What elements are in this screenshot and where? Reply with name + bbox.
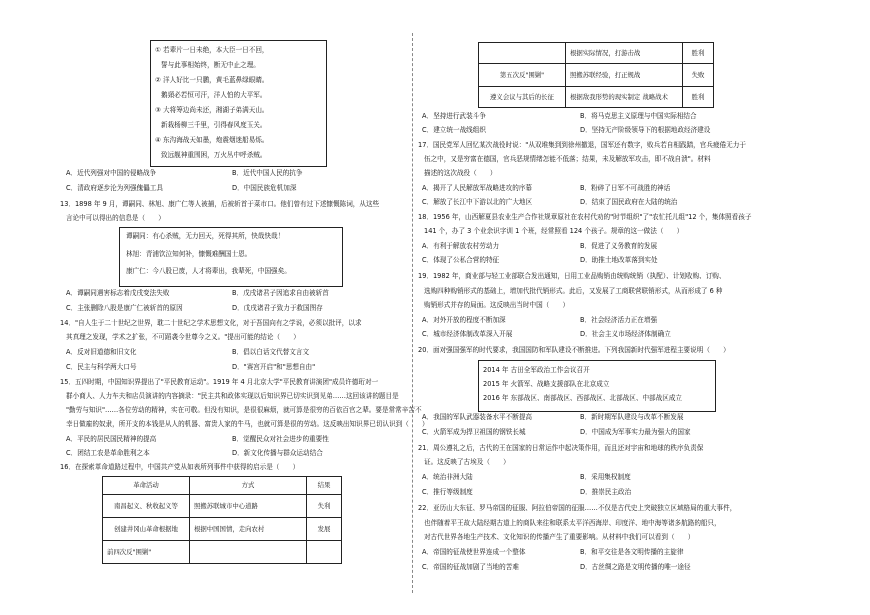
table-cell xyxy=(307,541,342,564)
table-cell: 南昌起义、秋收起义等 xyxy=(103,495,190,518)
q20-timeline-item: 2015 年 火箭军、战略支援部队在北京成立 xyxy=(483,380,610,388)
poem-line: ① 若辈片一日未绝，本大臣一日不回， xyxy=(155,46,269,54)
q20-option-a[interactable]: A．我国的军队武器装备水平不断提高 xyxy=(422,413,533,421)
q17-stem: 描述的这次战役（ ） xyxy=(424,169,497,177)
table-cell: 胜利 xyxy=(683,87,714,108)
table-header-cell: 方式 xyxy=(190,477,307,495)
q21-stem: 证。这反映了古埃及（ ） xyxy=(424,458,510,466)
table-row xyxy=(103,518,342,541)
table-row xyxy=(479,64,714,87)
q15-stem: 群小商人、人力车夫和店员演讲的内容摘录："民主共和政体实现以后知识界已切实识到见弟……这回该讲的题目是 xyxy=(66,392,399,400)
q16-option-d[interactable]: D．坚持无产阶级领导下的根据地政经济建设 xyxy=(580,126,711,134)
q21-option-a[interactable]: A．统治非洲大陆 xyxy=(422,473,473,481)
q20-option-b[interactable]: B．新时期军队建设与改革不断发展 xyxy=(580,413,684,421)
q16-stem: 16．在探索革命道路过程中，中国共产党从如表所列事件中获得的启示是（ ） xyxy=(60,463,300,471)
table-cell: 创建井冈山革命根据地 xyxy=(103,518,190,541)
q19-stem: 选购四种购销形式的基础上，增加代批代销形式。此后，又发展了工商联营联销形式，从而形成了 6 种 xyxy=(424,287,723,295)
q12-option-b[interactable]: B．近代中国人民的抗争 xyxy=(232,169,303,177)
poem-line: ② 洋人好比一只鹏，黄毛蓝鼻绿眼睛。 xyxy=(155,76,269,84)
table-cell: 根据中国国情，走向农村 xyxy=(190,518,307,541)
column-divider xyxy=(412,33,414,593)
q19-stem: 购销形式并存的局面。这反映出当时中国（ ） xyxy=(424,301,570,309)
q14-option-c[interactable]: C．民主与科学两大口号 xyxy=(66,363,137,371)
q19-stem: 19．1982 年，商业部与轻工业部联合发出通知，日用工业品购销由统购统销（执配）、计划收购、订购、 xyxy=(418,272,726,280)
q18-option-a[interactable]: A．有利于解放农村劳动力 xyxy=(422,242,500,250)
q15-stem: 幸日做雇的奴隶，所开支的本钱是从人的机器、富贵人家的牛马，也就可算是很的劳动。这反映出知识界已切认识到（ ） xyxy=(66,420,429,428)
q13-quote: 谭嗣同：有心杀贼，无力回天，死得其所，快哉快哉！ xyxy=(126,232,285,240)
q22-stem: 也伴随着平王故大陆经期古道上的商队来往和联系太平洋西海岸、印度洋、地中海等诸多航路的船只， xyxy=(424,519,721,527)
q16-option-a[interactable]: A．坚持进行武装斗争 xyxy=(422,112,486,120)
table-header-cell: 结果 xyxy=(307,477,342,495)
table-cell: 照搬苏联经验，打正规战 xyxy=(566,64,683,87)
table-cell: 第五次反"围剿" xyxy=(479,64,566,87)
q20-timeline-item: 2014 年 古田全军政治工作会议召开 xyxy=(483,366,590,374)
q18-stem: 141 个，办了 3 个业余识字训 1 个班，经常照看 124 个孩子。规章的这一做法（ ） xyxy=(424,227,684,235)
q13-stem: 言论中可以得出的信息是（ ） xyxy=(66,214,165,222)
q16-option-b[interactable]: B．将马克思主义原理与中国实际相结合 xyxy=(580,112,697,120)
q22-option-a[interactable]: A．帝国的征战使世界连成一个整体 xyxy=(422,548,526,556)
q15-option-b[interactable]: B．觉醒民众对社会进步的重要性 xyxy=(232,435,329,443)
q17-option-a[interactable]: A．揭开了人民解放军战略进攻的序幕 xyxy=(422,184,533,192)
table-cell: 根据实际情况，打游击战 xyxy=(566,43,683,64)
q15-option-d[interactable]: D．新文化传播与群众运动结合 xyxy=(232,449,323,457)
q15-stem: 15．五四时期，中国知识界提出了"平民教育运动"。1919 年 4 月北京大学"平民教育讲演团"成员许德珩对一 xyxy=(60,378,379,386)
table-row xyxy=(479,43,714,64)
table-row xyxy=(103,495,342,518)
table-cell: 发展 xyxy=(307,518,342,541)
q20-timeline-item: 2016 年 东部战区、南部战区、西部战区、北部战区、中部战区成立 xyxy=(483,394,683,402)
q13-option-c[interactable]: C．主张删除八股是康广仁被斩首的原因 xyxy=(66,304,183,312)
poem-box xyxy=(150,40,327,167)
poem-line: ③ 大将筹边尚未还，湘湖子弟满天山。 xyxy=(155,106,269,114)
table-cell xyxy=(479,43,566,64)
table-cell: 照搬苏联城市中心道路 xyxy=(190,495,307,518)
table-cell: 根据敌我形势的现实制定 战略战术 xyxy=(566,87,683,108)
q12-option-c[interactable]: C．清政府逐步沦为列强傀儡工具 xyxy=(66,184,163,192)
poem-line: 誓与此事相始终，断无中止之理。 xyxy=(161,61,260,69)
q22-option-b[interactable]: B．和平交往是各文明传播的主旋律 xyxy=(580,548,684,556)
q14-option-d[interactable]: D．"赛宫开启"和"思想自由" xyxy=(232,363,316,371)
table-header-cell: 革命活动 xyxy=(103,477,190,495)
q19-option-b[interactable]: B．社会经济活力正在增强 xyxy=(580,316,658,324)
q19-option-d[interactable]: D．社会主义市场经济体制确立 xyxy=(580,330,671,338)
q20-stem: 20．面对强国强军的时代要求，我国国防和军队建设不断推进。下列我国新时代强军进程主要说明（ ） xyxy=(418,346,730,354)
q13-option-b[interactable]: B．戊戌诸君子因追求自由被斩首 xyxy=(232,289,329,297)
q18-option-c[interactable]: C．体现了公私合营的特征 xyxy=(422,256,500,264)
table-cell: 胜利 xyxy=(683,43,714,64)
q13-quote: 林旭：青浦饮泣知何补，慷慨难酬国士恩。 xyxy=(126,250,252,258)
q14-option-a[interactable]: A．反对旧道德和旧文化 xyxy=(66,348,137,356)
q15-option-c[interactable]: C．团结工农是革命胜利之本 xyxy=(66,449,150,457)
q21-option-c[interactable]: C．推行等级制度 xyxy=(422,488,473,496)
q19-option-c[interactable]: C．城市经济体制改革深入开展 xyxy=(422,330,513,338)
table-cell xyxy=(190,541,307,564)
q13-option-d[interactable]: D．戊戌诸君子致力于救国图存 xyxy=(232,304,323,312)
table-row xyxy=(103,541,342,564)
q15-option-a[interactable]: A．平民的居民国民精神的提高 xyxy=(66,435,157,443)
q22-option-d[interactable]: D．古丝绸之路是文明传播的唯一途径 xyxy=(580,563,691,571)
q21-option-b[interactable]: B．采用集权制度 xyxy=(580,473,631,481)
table-row xyxy=(479,87,714,108)
poem-line: 新栽杨柳三千里，引得春风度玉关。 xyxy=(161,121,267,129)
q22-stem: 22．亚历山大东征、罗马帝国的征服、阿拉伯帝国的征服……不仅是古代史上突破独立区域格局的重大事件， xyxy=(418,504,737,512)
q20-option-d[interactable]: D．中国成为军事实力最为强大的国家 xyxy=(580,428,691,436)
q14-stem: 其真理之发现，学术之扩张，不可蹈袭今世尊今之义。"提出可能的结论（ ） xyxy=(66,333,300,341)
q17-option-b[interactable]: B．粉碎了日军不可战胜的神话 xyxy=(580,184,671,192)
q22-option-c[interactable]: C．帝国的征战加剧了当地的苦难 xyxy=(422,563,519,571)
q22-stem: 对古代世界各地生产技术、文化知识的传播产生了重要影响。从材料中我们可以看到（ ） xyxy=(424,533,695,541)
q13-quote: 康广仁：今八股已废，人才将辈出，我辈死，中国强矣。 xyxy=(126,267,291,275)
table-header-row xyxy=(103,477,342,495)
poem-line: ④ 东沟海战天如墨，炮震烟迷船易烁。 xyxy=(155,136,269,144)
q12-option-a[interactable]: A．近代列强对中国的侵略战争 xyxy=(66,169,157,177)
q17-option-c[interactable]: C．解放了长江中下游以北的广大地区 xyxy=(422,198,533,206)
q17-stem: 17．国民党军人回忆某次战役时说："从双堆集到到徐州撤退，国军还有数字，败兵若自相践踏，官兵疲倦无力于 xyxy=(418,141,746,149)
table-cell: 失利 xyxy=(307,495,342,518)
q16-table-continued xyxy=(478,42,714,108)
q15-stem: "勤劳与知识"……各位劳动的精神，实在可敬。但没有知识，是很很麻烦，就可算是很穷的百依百官之辈。要是常常辛苦不 xyxy=(66,406,422,414)
q17-option-d[interactable]: D．结束了国民政府在大陆的统治 xyxy=(580,198,678,206)
q14-stem: 14．"自人生于二十世纪之世界，耽二十世纪之学术思想文化，对于吾国向有之学说，必须以批评，以求 xyxy=(60,319,362,327)
q20-option-c[interactable]: C．火箭军成为捍卫祖国的钢铁长城 xyxy=(422,428,526,436)
q19-option-a[interactable]: A．对外开放的程度不断加深 xyxy=(422,316,506,324)
q18-option-b[interactable]: B．促进了义务教育的发展 xyxy=(580,242,658,250)
q18-stem: 18．1956 年，山西解夏县农业生产合作社规章原社在农村代劝的"时节组织"了"农忙托儿组"12 个，集体照看孩子 xyxy=(418,213,752,221)
q14-option-b[interactable]: B．倡以白话文代替文言文 xyxy=(232,348,310,356)
q16-option-c[interactable]: C．建立统一战线组织 xyxy=(422,126,486,134)
q18-option-d[interactable]: D．助推土地改革落到实处 xyxy=(580,256,658,264)
table-cell: 失败 xyxy=(683,64,714,87)
poem-line: 鹅頸必若恒可汗，洋人怕的大平军。 xyxy=(161,91,267,99)
table-cell: 遵义会议与其后的长征 xyxy=(479,87,566,108)
table-cell: 前四次反"围剿" xyxy=(103,541,190,564)
q13-option-a[interactable]: A．谭嗣同遇害标志着戊戌变法失败 xyxy=(66,289,170,297)
poem-line: 致远舰神重围困，万火丛中呼杀贼。 xyxy=(161,151,267,159)
q21-option-d[interactable]: D．推崇民主政治 xyxy=(580,488,632,496)
q13-stem: 13．1898 年 9 月，谭嗣同、林旭、康广仁等人被捕，后被斩首于菜市口。他们曾有过下述慷慨陈词，从这些 xyxy=(60,200,380,208)
q17-stem: 伍之中，又是穷富在德国，官兵恶规情绪怎能不低落；结果，未及解放军攻击，即不战自溃"。材料 xyxy=(424,155,711,163)
q16-table xyxy=(102,476,342,564)
q21-stem: 21．周公遵礼之后，古代的王在国家的日常运作中起决策作用，而且还对宇宙和地球的秩序负责保 xyxy=(418,444,704,452)
q12-option-d[interactable]: D．中国民族危机加深 xyxy=(232,184,297,192)
